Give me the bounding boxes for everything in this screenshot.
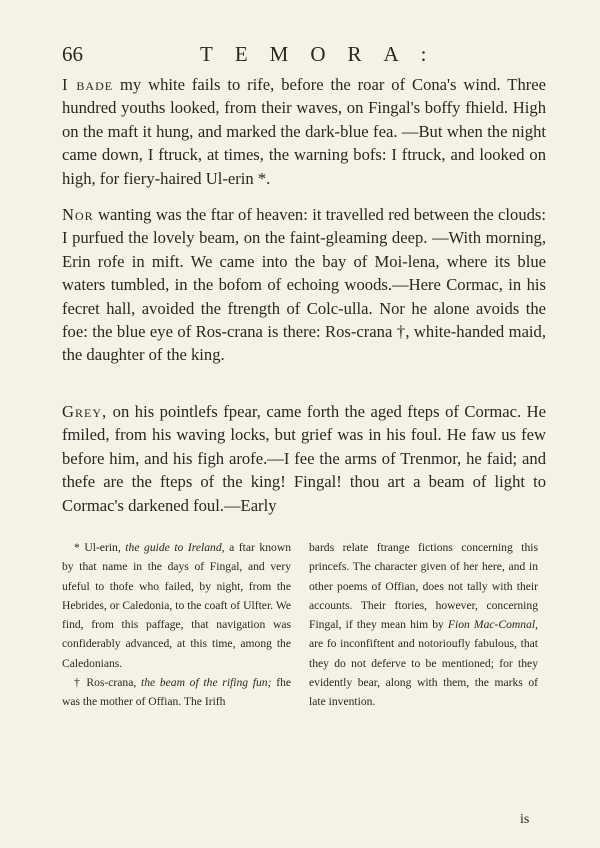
footnote-1-text: a ftar known by that name in the days of Fingal, and very ufeful to thofe who failed, by night, from the Hebrides, or Caledonia, to the coaft of Ulfter. We find, from this paffage, that navigation was confiderably advanced, at this time, among the Caledonians. [62, 541, 291, 670]
footnote-2-italic: the beam of the rifing fun; [140, 676, 272, 690]
page-number: 66 [62, 42, 83, 66]
paragraph-3-text: on his pointlefs fpear, came forth the aged fteps of Cormac. He fmiled, from his waving locks, but grief was in his foul. He faw us few before him, and his figh arofe.—I fee the arms of Trenmor, he faid; and thefe are the fteps of the king! Fingal! thou art a beam of light to Cormac's darkened foul.—Early [62, 402, 546, 515]
page-header [62, 42, 542, 72]
footnote-ros-crana [62, 673, 291, 712]
paragraph-1-opening: I bade [62, 75, 114, 94]
footnote-1-italic: the guide to Ireland, [125, 541, 225, 554]
paragraph-3-opening: Grey, [62, 402, 108, 421]
paragraph-2 [62, 203, 546, 367]
footnote-2-cont-text: bards relate ftrange fictions concerning this princefs. The character given of her here, and in other poems of Offian, does not tally with their accounts. Their ftories, however, concerning Fingal, if they mean him by [309, 541, 538, 632]
paragraph-1 [62, 73, 546, 190]
footnote-2-cont-italic: Fion Mac-Comnal, [447, 618, 538, 632]
running-title: TEMORA: [200, 42, 449, 66]
paragraph-2-text: wanting was the ftar of heaven: it travelled red between the clouds: I purfued the lovely beam, on the faint-gleaming deep. —With morning, Erin rofe in mift. We came into the bay of Moi-lena, where its blue waters tumbled, in the bofom of echoing woods.—Here Cormac, in his fecret hall, avoided the ftrength of Colc-ulla. Nor he alone avoids the foe: the blue eye of Ros-crana is there: Ros-crana †, white-handed maid, the daughter of the king. [62, 205, 546, 365]
footnote-2-lead: † Ros-crana, [74, 676, 141, 690]
paragraph-2-opening: Nor [62, 205, 94, 224]
catchword: is [520, 812, 530, 827]
footnote-ul-erin [62, 538, 291, 673]
footnote-2-text: fhe was the mother of Offian. The Irifh [62, 676, 292, 709]
footnote-2-cont-end: are fo inconfiftent and notorioufly fabulous, that they do not deferve to be mentioned; for they evidently bear, along with them, the marks of late invention. [309, 637, 538, 709]
footnotes-right-column [309, 538, 538, 712]
footnotes-left-column [62, 538, 291, 712]
paragraph-3 [62, 400, 546, 517]
footnote-ros-crana-continued [309, 538, 538, 712]
paragraph-1-text: my white fails to rife, before the roar of Cona's wind. Three hundred youths looked, from their waves, on Fingal's boffy fhield. High on the maft it hung, and marked the dark-blue fea. —But when the night came down, I ftruck, at times, the warning bofs: I ftruck, and looked on high, for fiery-haired Ul-erin *. [62, 75, 546, 188]
footnote-1-lead: * Ul-erin, [74, 541, 126, 554]
